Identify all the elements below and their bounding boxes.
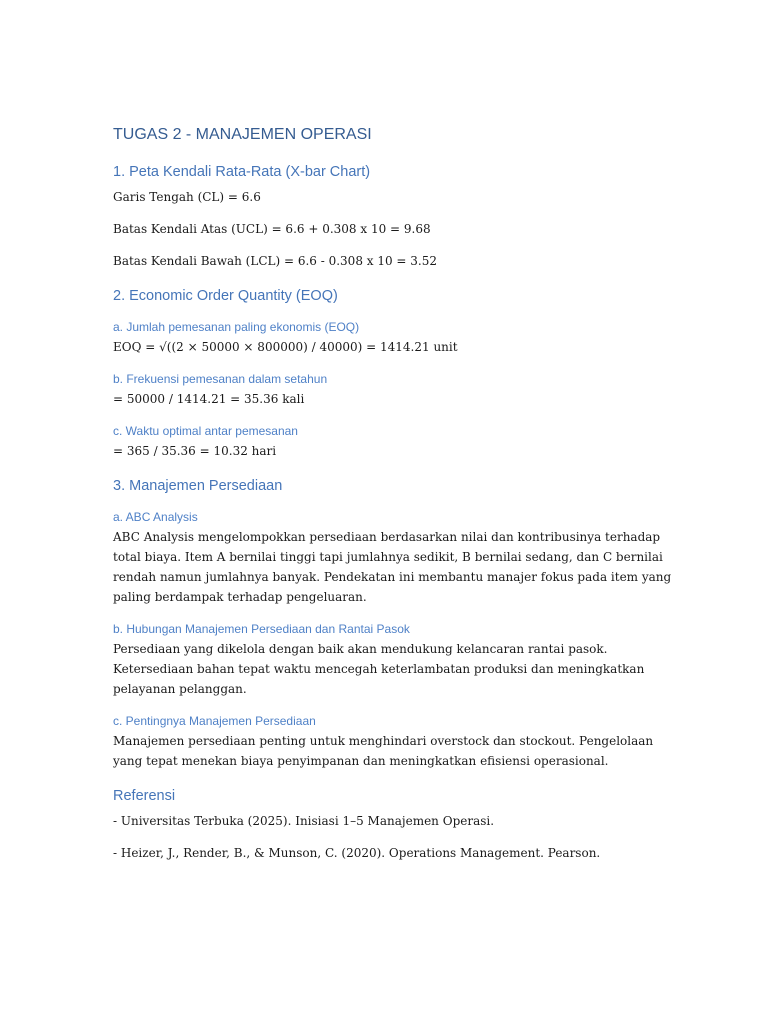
subheading-abc-analysis: a. ABC Analysis <box>113 510 198 524</box>
abc-analysis-paragraph: ABC Analysis mengelompokkan persediaan berdasarkan nilai dan kontribusinya terhadap total biaya. Item A bernilai tinggi tapi jumlahnya sedikit, B bernilai sedang, dan C bernilai rendah namun jumlahnya banyak. Pendekatan ini membantu manajer fokus pada item yang paling berdampak terhadap pengeluaran. <box>113 530 672 604</box>
center-line-text: Garis Tengah (CL) = 6.6 <box>113 190 261 204</box>
section-heading-xbar-chart: 1. Peta Kendali Rata-Rata (X-bar Chart) <box>113 164 371 180</box>
subheading-order-frequency: b. Frekuensi pemesanan dalam setahun <box>113 372 328 386</box>
subheading-importance-inventory: c. Pentingnya Manajemen Persediaan <box>113 714 316 728</box>
order-frequency-text: = 50000 / 1414.21 = 35.36 kali <box>113 392 305 406</box>
document-page <box>113 125 673 863</box>
document-title: TUGAS 2 - MANAJEMEN OPERASI <box>113 126 372 143</box>
upper-control-limit-text: Batas Kendali Atas (UCL) = 6.6 + 0.308 x 10 = 9.68 <box>113 222 431 236</box>
importance-inventory-paragraph: Manajemen persediaan penting untuk menghindari overstock dan stockout. Pengelolaan yang tepat menekan biaya penyimpanan dan meningkatkan efisiensi operasional. <box>113 734 654 768</box>
lower-control-limit-text: Batas Kendali Bawah (LCL) = 6.6 - 0.308 x 10 = 3.52 <box>113 254 438 268</box>
optimal-interval-text: = 365 / 35.36 = 10.32 hari <box>113 444 277 458</box>
reference-item: - Universitas Terbuka (2025). Inisiasi 1–5 Manajemen Operasi. <box>113 814 495 828</box>
subheading-supply-chain-relation: b. Hubungan Manajemen Persediaan dan Rantai Pasok <box>113 622 410 636</box>
supply-chain-paragraph: Persediaan yang dikelola dengan baik akan mendukung kelancaran rantai pasok. Ketersediaan bahan tepat waktu mencegah keterlambatan produksi dan meningkatkan pelayanan pelanggan. <box>113 642 645 696</box>
reference-item: - Heizer, J., Render, B., & Munson, C. (2020). Operations Management. Pearson. <box>113 846 601 860</box>
subheading-optimal-interval: c. Waktu optimal antar pemesanan <box>113 424 298 438</box>
eoq-formula-text: EOQ = √((2 × 50000 × 800000) / 40000) = 1414.21 unit <box>113 340 458 354</box>
section-heading-inventory-management: 3. Manajemen Persediaan <box>113 478 283 494</box>
section-heading-references: Referensi <box>113 788 176 804</box>
subheading-eoq-quantity: a. Jumlah pemesanan paling ekonomis (EOQ) <box>113 320 360 334</box>
section-heading-eoq: 2. Economic Order Quantity (EOQ) <box>113 288 338 304</box>
